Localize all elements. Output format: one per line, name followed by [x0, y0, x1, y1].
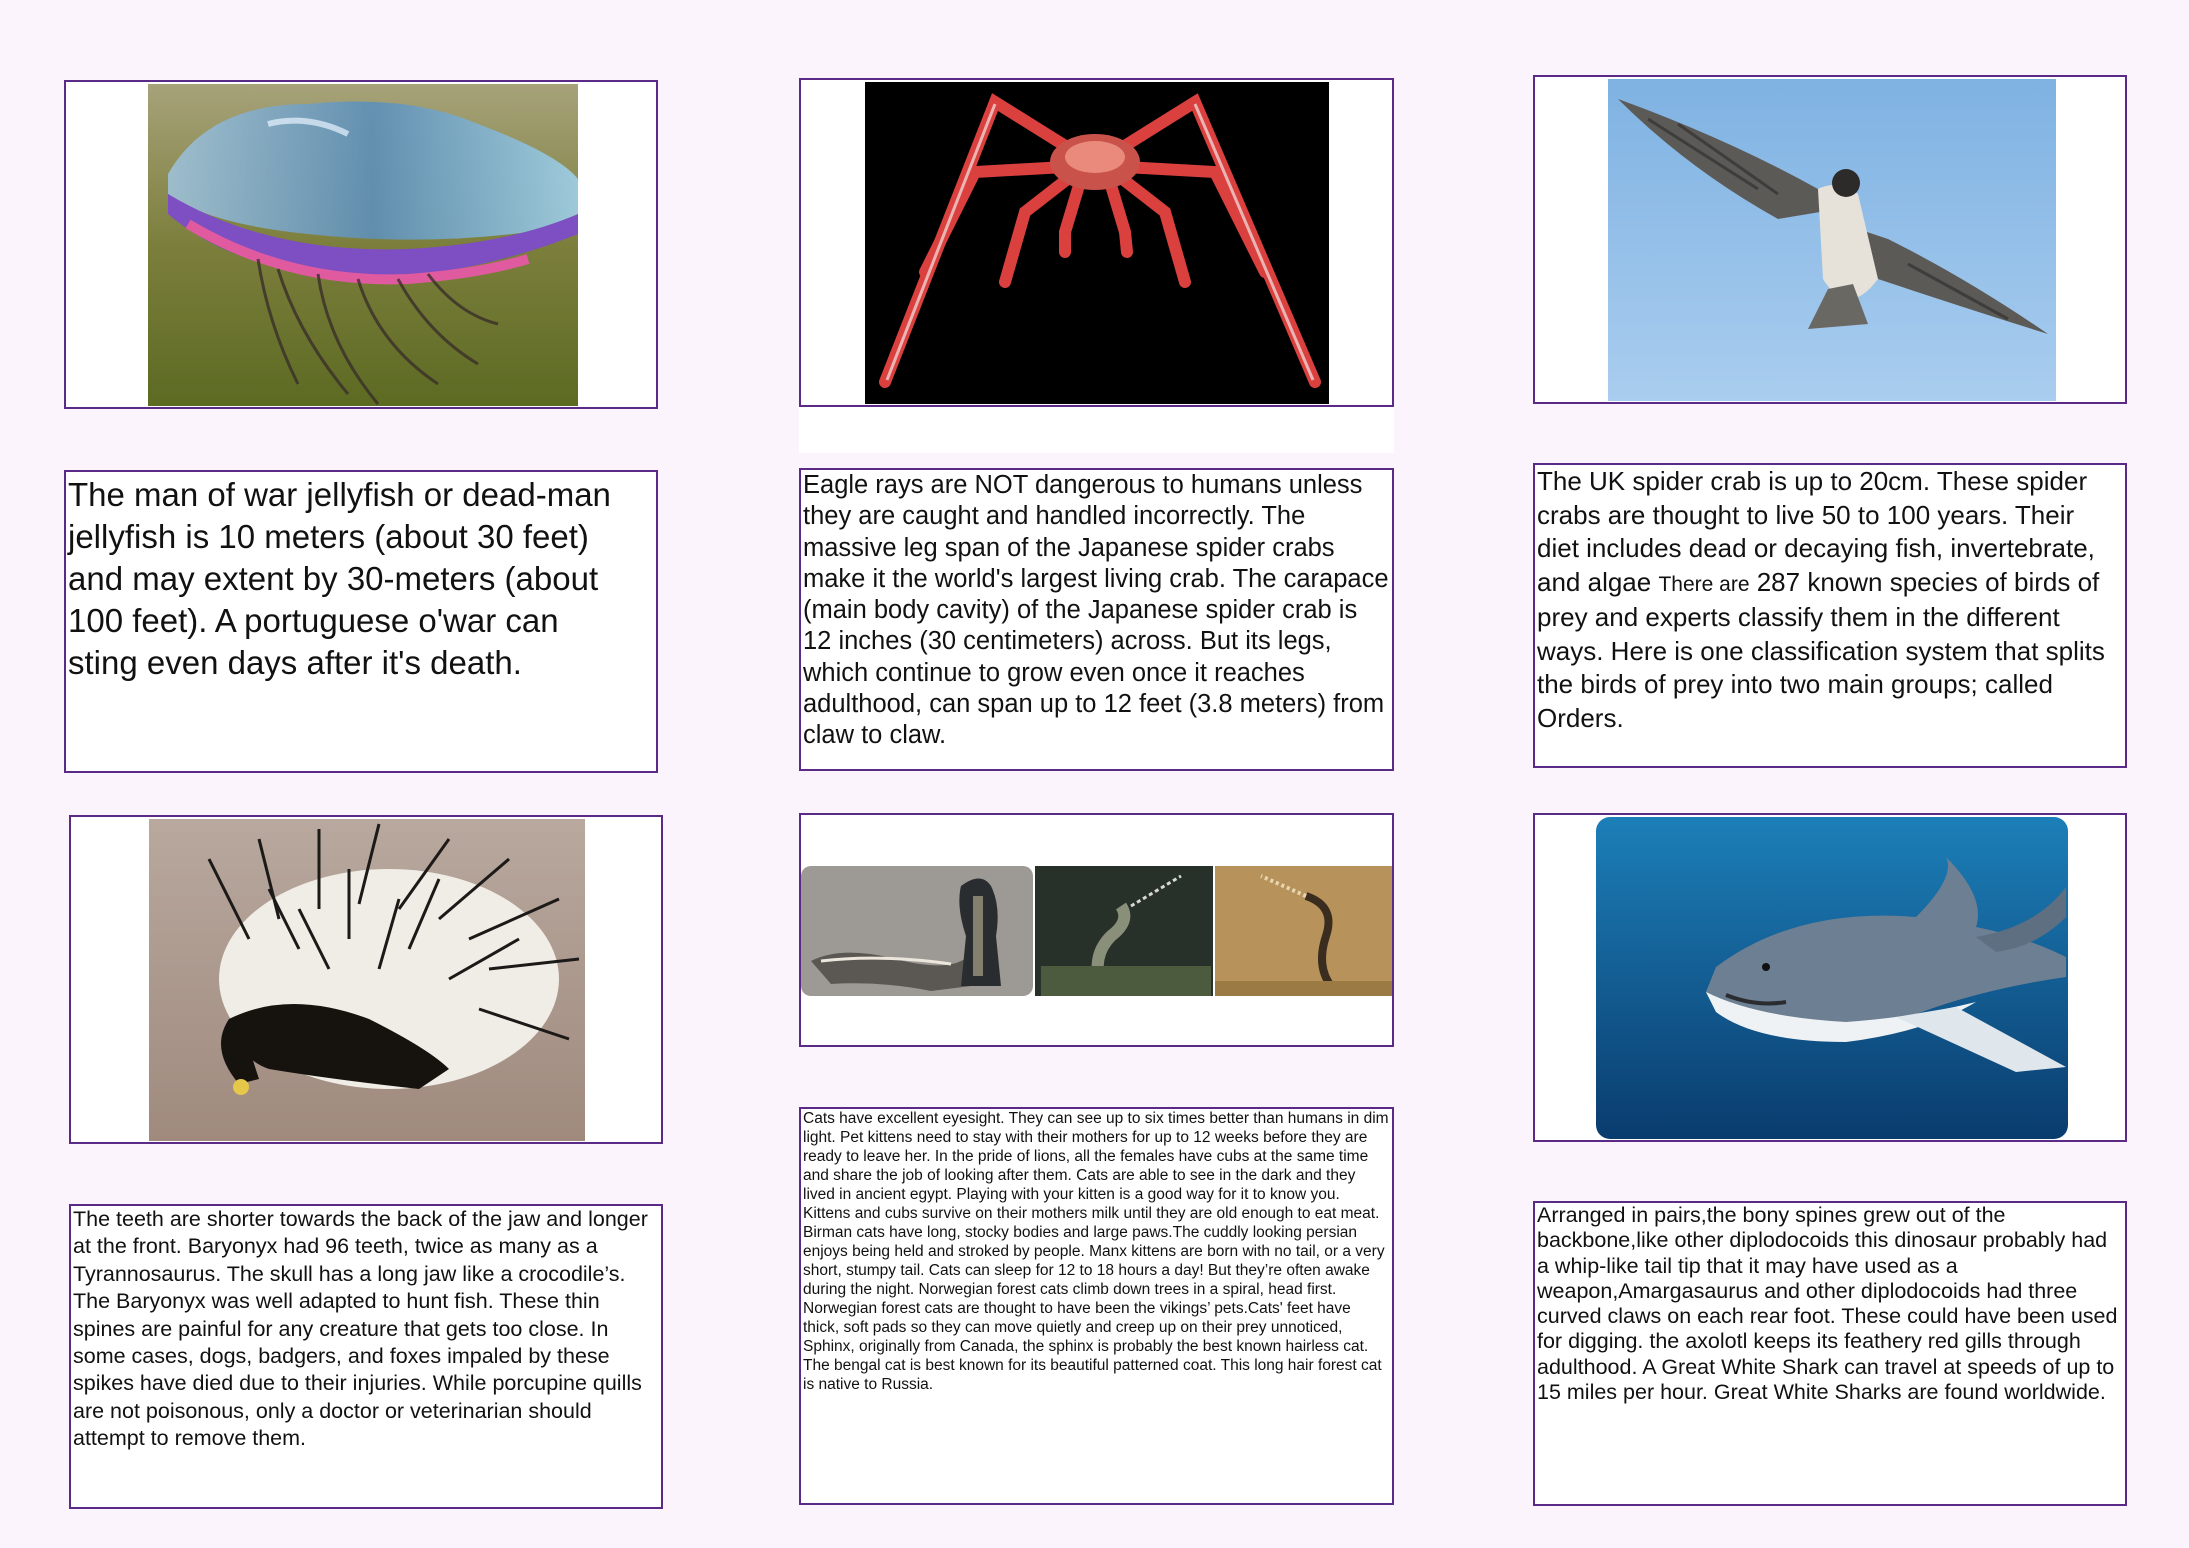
falcon-text-part2: 287 known species of birds of prey and experts classify them in the different ways. Here is one classification system that splits the birds of prey into two main groups; called Orders.: [1537, 566, 2105, 733]
porcupine-text: The teeth are shorter towards the back of the jaw and longer at the front. Baryonyx had 96 teeth, twice as many as a Tyrannosaurus. The skull has a long jaw like a crocodile’s. The Baryonyx was well adapted to hunt fish. These thin spines are painful for any creature that gets too close. In some cases, dogs, badgers, and foxes impaled by these spikes have died due to their injuries. While porcupine quills are not poisonous, only a doctor or veterinarian should attempt to remove them.: [73, 1207, 648, 1451]
spider-crab-text: Eagle rays are NOT dangerous to humans unless they are caught and handled incorrectly. The massive leg span of the Japanese spider crabs make it the world's largest living crab. The carapace (main body cavity) of the Japanese spider crab is 12 inches (30 centimeters) across. But its legs, which continue to grow even once it reaches adulthood, can span up to 12 feet (3.8 meters) from claw to claw.: [803, 471, 1389, 750]
porcupine-image-frame: [69, 815, 663, 1144]
cobra-image-frame: [799, 813, 1394, 1047]
falcon-text-part1: The UK spider crab is up to 20cm. These spider crabs are thought to live 50 to 100 years. Their diet includes dead or decaying fish, invertebrate, and algae: [1537, 466, 2095, 597]
falcon-text-box: [1533, 463, 2127, 768]
shark-text: Arranged in pairs,the bony spines grew out of the backbone,like other diplodocoids this dinosaur probably had a whip-like tail tip that it may have used as a weapon,Amargasaurus and other diplodocoids had three curved claws on each rear foot. These could have been used for digging. the axolotl keeps its feathery red gills through adulthood. A Great White Shark can travel at speeds of up to 15 miles per hour. Great White Sharks are found worldwide.: [1537, 1203, 2118, 1405]
jellyfish-text-box: [64, 470, 658, 773]
cobra-image: [801, 866, 1392, 996]
cobra-text-box: [799, 1107, 1394, 1505]
falcon-text-small: There are: [1658, 572, 1750, 596]
spider-crab-text-box: [799, 468, 1394, 771]
spider-crab-image-caption-space: [799, 407, 1394, 453]
spider-crab-image-frame: [799, 78, 1394, 407]
porcupine-image: [149, 819, 585, 1141]
jellyfish-image-frame: [64, 80, 658, 409]
shark-image: [1596, 817, 2068, 1139]
jellyfish-text: The man of war jellyfish or dead-man jellyfish is 10 meters (about 30 feet) and may extent by 30-meters (about 100 feet). A portuguese o'war can sting even days after it's death.: [68, 476, 611, 681]
jellyfish-image: [148, 84, 578, 406]
falcon-image: [1608, 79, 2056, 401]
porcupine-text-box: [69, 1204, 663, 1509]
falcon-text: [1535, 465, 2123, 735]
shark-text-box: [1533, 1201, 2127, 1506]
cobra-text: Cats have excellent eyesight. They can see up to six times better than humans in dim light. Pet kittens need to stay with their mothers for up to 12 weeks before they are ready to leave her. In the pride of lions, all the females have cubs at the same time and share the job of looking after them. Cats are able to see in the dark and they lived in ancient egypt. Playing with your kitten is a good way for it to know you. Kittens and cubs survive on their mothers milk until they are old enough to eat meat. Birman cats have long, stocky bodies and large paws.The cuddly looking persian enjoys being held and stroked by people. Manx kittens are born with no tail, or a very short, stumpy tail. Cats can sleep for 12 to 18 hours a day! But they’re often awake during the night. Norwegian forest cats climb down trees in a spiral, head first. Norwegian forest cats are thought to have been the vikings’ pets.Cats' feet have thick, soft pads so they can move quietly and creep up on their prey unnoticed, Sphinx, originally from Canada, the sphinx is probably the best known hairless cat. The bengal cat is best known for its beautiful patterned coat. This long hair forest cat is native to Russia.: [803, 1110, 1389, 1393]
falcon-image-frame: [1533, 75, 2127, 404]
spider-crab-image: [865, 82, 1329, 404]
shark-image-frame: [1533, 813, 2127, 1142]
